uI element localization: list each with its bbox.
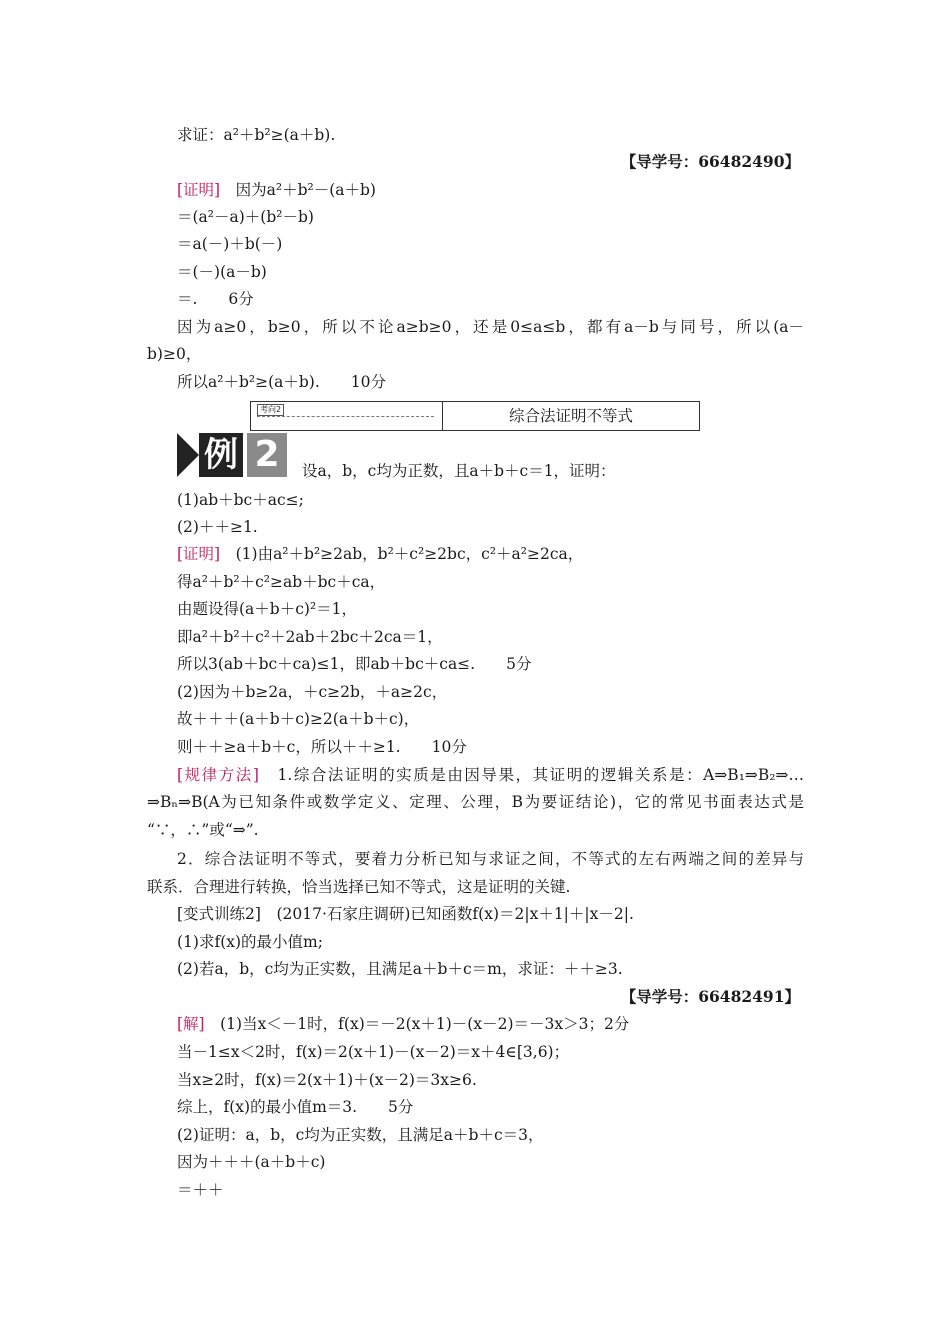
proof-line-2: ＝(a²－a)＋(b²－b) xyxy=(177,208,314,226)
example-number: 2 xyxy=(247,433,287,477)
example-solution-3: 由题设得(a＋b＋c)²＝1， xyxy=(177,600,358,618)
example-char: 例 xyxy=(199,433,243,477)
proof-tag: [证明] xyxy=(177,181,221,199)
proof-line-3: ＝a(－)＋b(－) xyxy=(177,235,283,253)
variant-guide-number: 【导学号：66482491】 xyxy=(620,987,800,1006)
variant-part-1: (1)求f(x)的最小值m; xyxy=(177,933,323,951)
example-solution-7: 故＋＋＋(a＋b＋c)≥2(a＋b＋c)， xyxy=(177,710,420,728)
problem-statement: 求证：a²＋b²≥(a＋b). xyxy=(177,126,336,144)
method-tag: [规律方法] xyxy=(177,766,259,784)
proof-line-6: 因为a≥0，b≥0，所以不论a≥b≥0，还是0≤a≤b，都有a－b与同号，所以(a－ xyxy=(177,318,804,336)
proof-text: 因为a²＋b²－(a＋b) xyxy=(220,181,376,199)
example-solution-4: 即a²＋b²＋c²＋2ab＋2bc＋2ca＝1， xyxy=(177,628,443,646)
variant-answer-3: 当x≥2时，f(x)＝2(x＋1)＋(x－2)＝3x≥6. xyxy=(177,1071,477,1089)
topic-label-cell xyxy=(251,402,443,430)
method-line-2: ⇒Bₙ⇒B(A为已知条件或数学定义、定理、公理，B为要证结论)，它的常见书面表达式是 xyxy=(147,793,804,811)
topic-small-label: 考向2 xyxy=(257,404,284,416)
example-solution-6: (2)因为＋b≥2a，＋c≥2b，＋a≥2c， xyxy=(177,683,448,701)
example-part-1: (1)ab＋bc＋ac≤; xyxy=(177,491,304,509)
proof-line-4: ＝(－)(a－b) xyxy=(177,263,267,281)
method-line-4: 2．综合法证明不等式，要着力分析已知与求证之间，不等式的左右两端之间的差异与 xyxy=(177,850,804,868)
variant-title: [变式训练2] (2017·石家庄调研)已知函数f(x)＝2|x＋1|＋|x－2|. xyxy=(177,905,634,923)
example-solution-2: 得a²＋b²＋c²≥ab＋bc＋ca， xyxy=(177,573,386,591)
method-line-1 xyxy=(177,764,804,786)
guide-number: 【导学号：66482490】 xyxy=(620,152,800,171)
variant-answer-6: 因为＋＋＋(a＋b＋c) xyxy=(177,1153,326,1171)
variant-answer-5: (2)证明：a，b，c均为正实数，且满足a＋b＋c＝3， xyxy=(177,1126,544,1144)
example-stem: 设a，b，c均为正数，且a＋b＋c＝1，证明： xyxy=(302,462,616,480)
example-solution-text: (1)由a²＋b²≥2ab，b²＋c²≥2bc，c²＋a²≥2ca， xyxy=(220,545,584,563)
variant-answer-7: ＝＋＋ xyxy=(177,1181,224,1199)
example-solution-8: 则＋＋≥a＋b＋c，所以＋＋≥1. 10分 xyxy=(177,738,467,756)
answer-text: (1)当x＜－1时，f(x)＝－2(x＋1)－(x－2)＝－3x＞3；2分 xyxy=(204,1015,630,1033)
variant-answer-2: 当－1≤x＜2时，f(x)＝2(x＋1)－(x－2)＝x＋4∈[3,6)； xyxy=(177,1043,570,1061)
variant-answer-4: 综上，f(x)的最小值m＝3. 5分 xyxy=(177,1098,414,1116)
variant-part-2: (2)若a，b，c均为正实数，且满足a＋b＋c＝m，求证：＋＋≥3. xyxy=(177,960,623,978)
example-arrow-icon xyxy=(177,433,199,477)
method-text: 1.综合法证明的实质是由因导果，其证明的逻辑关系是：A⇒B₁⇒B₂⇒… xyxy=(258,766,804,784)
proof-line-7: b)≥0， xyxy=(147,345,202,363)
topic-dash-line xyxy=(257,416,434,417)
example-solution-5: 所以3(ab＋bc＋ca)≤1，即ab＋bc＋ca≤. 5分 xyxy=(177,655,532,673)
proof-line-8: 所以a²＋b²≥(a＋b). 10分 xyxy=(177,373,386,391)
example-part-2: (2)＋＋≥1. xyxy=(177,518,258,536)
proof-line-5: ＝. 6分 xyxy=(177,290,254,308)
example-proof-tag: [证明] xyxy=(177,545,221,563)
topic-title: 综合法证明不等式 xyxy=(508,407,633,425)
proof-line-1 xyxy=(177,179,376,201)
example-solution-1 xyxy=(177,543,583,565)
example-badge xyxy=(177,433,287,477)
method-line-5: 联系．合理进行转换，恰当选择已知不等式，这是证明的关键. xyxy=(147,878,571,896)
topic-header-box xyxy=(250,401,700,431)
variant-answer-1 xyxy=(177,1013,629,1035)
method-line-3: “∵，∴”或“⇒”. xyxy=(147,821,259,839)
answer-tag: [解] xyxy=(177,1015,205,1033)
